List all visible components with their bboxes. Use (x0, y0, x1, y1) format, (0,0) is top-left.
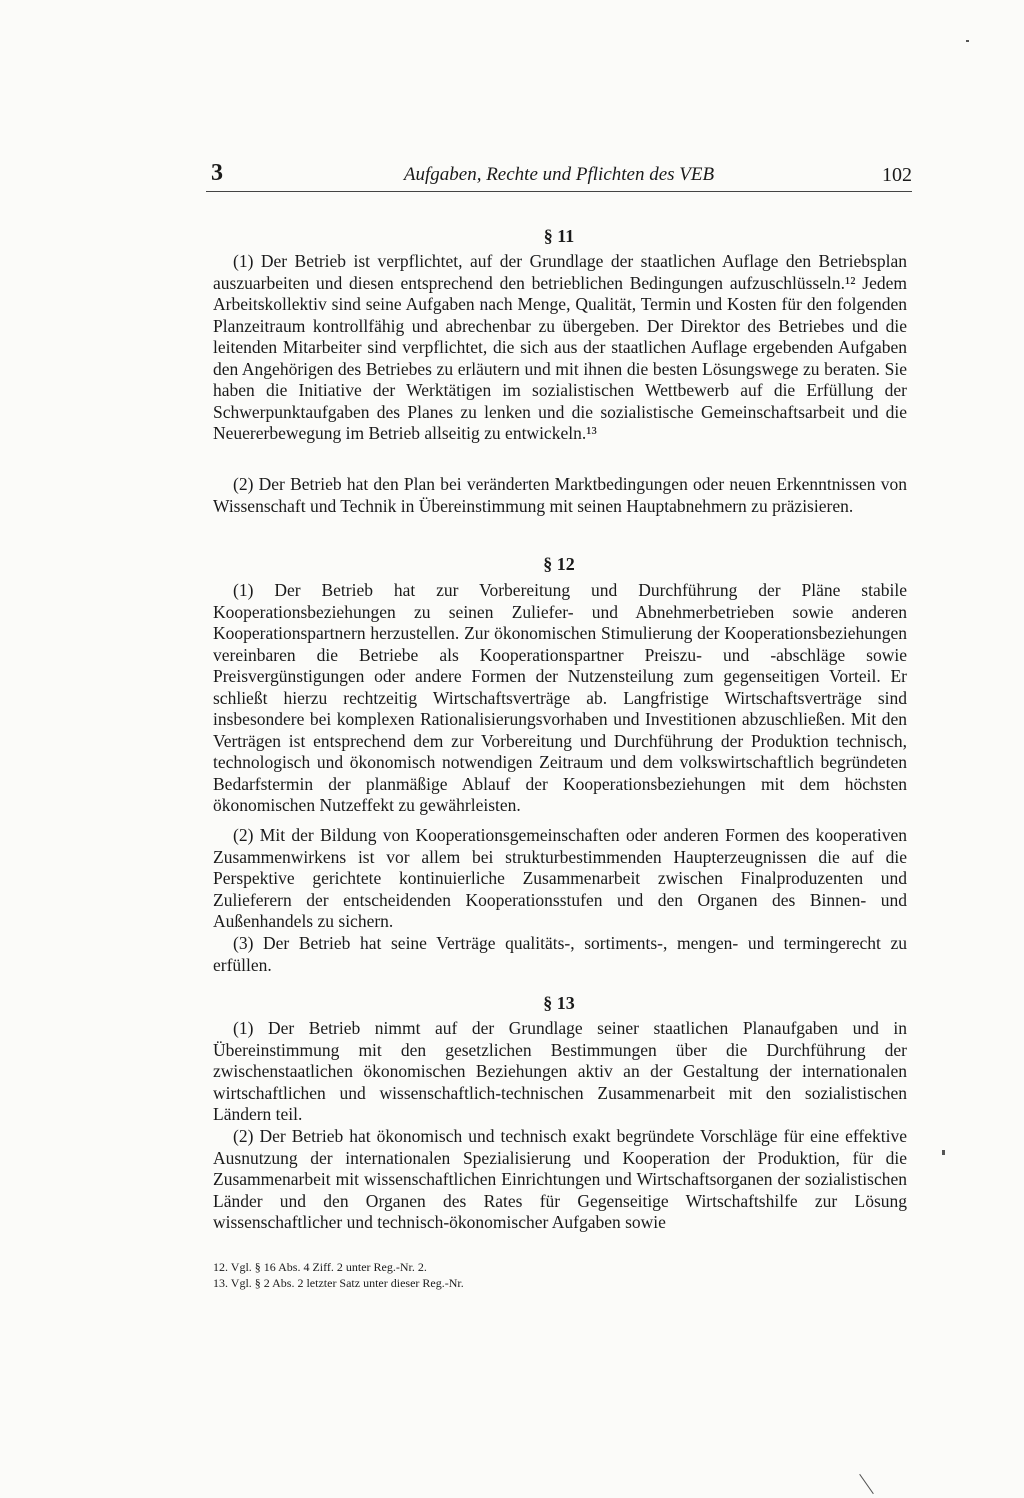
scan-speck (942, 1150, 945, 1155)
section-11-paragraph-2: (2) Der Betrieb hat den Plan bei veränderten Marktbedingungen oder neuen Erkenntnissen von Wissenschaft und Technik in Übereinstimmung mit seinen Hauptabnehmern zu präzisieren. (213, 474, 907, 516)
page-number: 102 (882, 164, 912, 186)
scan-stroke (859, 1474, 874, 1494)
section-title-13: § 13 (543, 993, 575, 1013)
scan-speck (966, 40, 969, 42)
header-rule (206, 191, 912, 192)
running-title: Aufgaben, Rechte und Pflichten des VEB (403, 164, 715, 185)
footnote-13: 13. Vgl. § 2 Abs. 2 letzter Satz unter dieser Reg.-Nr. (213, 1276, 464, 1290)
page-header (206, 160, 912, 196)
section-12-paragraph-3: (3) Der Betrieb hat seine Verträge qualitäts-, sortiments-, mengen- und termingerecht zu erfüllen. (213, 933, 907, 975)
section-12-paragraph-1: (1) Der Betrieb hat zur Vorbereitung und Durchführung der Pläne stabile Kooperationsbeziehungen zu seinen Zuliefer- und Abnehmerbetrieben sowie anderen Kooperationspartnern herzustellen. Zur ökonomischen Stimulierung der Kooperationsbeziehungen vereinbaren die Betriebe als Kooperationspartner Preiszu- und -abschläge sowie Preisvergünstigungen oder andere Formen der Nutzensteilung zum gegenseitigen Vorteil. Er schließt hierzu rechtzeitig Wirtschaftsverträge ab. Langfristige Wirtschaftsverträge sind insbesondere bei komplexen Rationalisierungsvorhaben und Investitionen abzuschließen. Mit den Verträgen ist entsprechend dem zur Vorbereitung und Durchführung der Produktion technisch, technologisch und ökonomisch notwendigen Zeitraum und dem volkswirtschaftlich begründeten Bedarfstermin der planmäßige Ablauf der Kooperationsbeziehungen mit dem höchsten ökonomischen Nutzeffekt zu gewährleisten. (213, 580, 907, 815)
section-13-paragraph-2: (2) Der Betrieb hat ökonomisch und technisch exakt begründete Vorschläge für eine effektive Ausnutzung der internationalen Spezialisierung und Kooperation der Produktion, für die Zusammenarbeit mit wissenschaftlichen Einrichtungen und Wirtschaftsorganen der sozialistischen Länder und den Organen des Rates für Gegenseitige Wirtschaftshilfe zur Lösung wissenschaftlicher und technisch-ökonomischer Aufgaben sowie (213, 1126, 907, 1232)
section-title-11: § 11 (543, 226, 575, 246)
section-title-12: § 12 (543, 554, 575, 574)
footnotes (213, 1259, 907, 1291)
chapter-number: 3 (211, 160, 223, 186)
footnote-12: 12. Vgl. § 16 Abs. 4 Ziff. 2 unter Reg.-Nr. 2. (213, 1260, 427, 1274)
section-12-paragraph-2: (2) Mit der Bildung von Kooperationsgemeinschaften oder anderen Formen des kooperativen Zusammenwirkens ist vor allem bei strukturbestimmenden Haupterzeugnissen die auf die Perspektive gerichtete kontinuierliche Zusammenarbeit zwischen Finalproduzenten und Zulieferern der entscheidenden Kooperationsstufen und den Organen des Binnen- und Außenhandels zu sichern. (213, 825, 907, 931)
section-11-paragraph-1: (1) Der Betrieb ist verpflichtet, auf der Grundlage der staatlichen Auflage den Betriebsplan auszuarbeiten und diesen entsprechend den betrieblichen Bedingungen aufzuschlüsseln.¹² Jedem Arbeitskollektiv sind seine Aufgaben nach Menge, Qualität, Termin und Kosten für den folgenden Planzeitraum kontrollfähig und abrechenbar zu übergeben. Der Direktor des Betriebes und die leitenden Mitarbeiter sind verpflichtet, die sich aus der staatlichen Auflage ergebenden Aufgaben den Angehörigen des Betriebes zu erläutern und mit ihnen die besten Lösungswege zu beraten. Sie haben die Initiative der Werktätigen im sozialistischen Wettbewerb auf die Erfüllung der Schwerpunktaufgaben des Planes zu lenken und die sozialistische Gemeinschaftsarbeit und die Neuererbewegung im Betrieb allseitig zu entwickeln.¹³ (213, 251, 907, 443)
section-13-paragraph-1: (1) Der Betrieb nimmt auf der Grundlage seiner staatlichen Planaufgaben und in Übereinstimmung mit den gesetzlichen Bestimmungen über die Durchführung der zwischenstaatlichen ökonomischen Beziehungen aktiv an der Gestaltung der internationalen wirtschaftlichen und wissenschaftlich-technischen Zusammenarbeit mit den sozialistischen Ländern teil. (213, 1018, 907, 1124)
